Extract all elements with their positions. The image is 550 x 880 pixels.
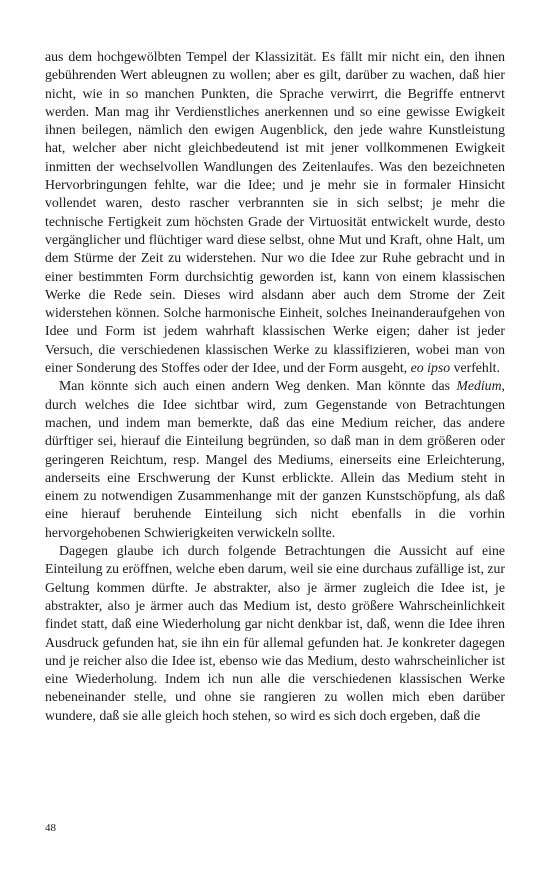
- text-run: verfehlt.: [450, 360, 500, 376]
- text-run: aus dem hochgewölbten Tempel der Klassizität. Es fällt mir nicht ein, den ihnen gebührenden Wert ableugnen zu wollen; aber es gilt, darüber zu wachen, daß hier nicht, wie in so manchen Punkten, die Sprache verwirrt, die Begriffe entnervt werden. Man mag ihr Verdienstliches anerkennen und so eine gewisse Ewigkeit ihnen beilegen, nämlich den ewigen Augenblick, den jede wahre Kunstleistung hat, welcher aber nicht gleichbedeutend ist mit jener vollkommenen Ewigkeit inmitten der wechselvollen Wandlungen des Zeitenlaufes. Was den bezeichneten Hervorbringungen fehlte, war die Idee; und je mehr sie in formaler Hinsicht vollendet waren, desto rascher verbrannten sie in sich selbst; je mehr die technische Fertigkeit zum höchsten Grade der Virtuosität entwickelt wurde, desto vergänglicher und flüchtiger ward diese selbst, ohne Mut und Kraft, ohne Halt, um dem Stürme der Zeit zu widerstehen. Nur wo die Idee zur Ruhe gebracht und in einer bestimmten Form durchsichtig geworden ist, kann von einem klassischen Werke die Rede sein. Dieses wird alsdann aber auch dem Strome der Zeit widerstehen können. Solche harmonische Einheit, solches Ineinanderaufgehen von Idee und Form ist jedem wahrhaft klassischen Werke eigen; daher ist jeder Versuch, die verschiedenen klassischen Werke zu klassifizieren, wobei man von einer Sonderung des Stoffes oder der Idee, und der Form ausgeht,: [45, 49, 505, 376]
- italic-phrase: eo ipso: [410, 360, 451, 376]
- paragraph: [45, 377, 505, 542]
- body-text: [45, 48, 505, 725]
- text-run: Dagegen glaube ich durch folgende Betrachtungen die Aussicht auf eine Einteilung zu eröffnen, welche eben darum, weil sie eine durchaus zufällige ist, zur Geltung kommen dürfte. Je abstrakter, also je ärmer zugleich die Idee ist, je abstrakter, also je ärmer auch das Medium ist, desto größere Wahrscheinlichkeit findet statt, daß eine Wiederholung gar nicht denkbar ist, daß, wenn die Idee ihren Ausdruck gefunden hat, sie ihn ein für allemal gefunden hat. Je konkreter dagegen und je reicher also die Idee ist, ebenso wie das Medium, desto wahrscheinlicher ist eine Wiederholung. Indem ich nun alle die verschiedenen klassischen Werke nebeneinander stelle, und ohne sie rangieren zu wollen mich eben darüber wundere, daß sie alle gleich hoch stehen, so wird es sich doch ergeben, daß die: [45, 543, 505, 723]
- page-number: 48: [45, 822, 56, 834]
- text-run: , durch welches die Idee sichtbar wird, zum Gegenstande von Betrachtungen machen, und indem man bemerkte, daß das eine Medium reicher, das andere dürftiger sei, hierauf die Einteilung begründen, so daß man in dem größeren oder geringeren Reichtum, resp. Mangel des Mediums, einerseits eine Erleichterung, anderseits eine Erschwerung der Kunst erblickte. Allein das Medium steht in einem zu notwendigen Zusammenhange mit der ganzen Kunstschöpfung, als daß eine hierauf beruhende Einteilung sich nicht ebenfalls in die vorhin hervorgehobenen Schwierigkeiten verwickeln sollte.: [45, 378, 505, 540]
- paragraph: [45, 542, 505, 725]
- italic-phrase: Medium: [456, 378, 502, 394]
- paragraph: [45, 48, 505, 377]
- text-run: Man könnte sich auch einen andern Weg denken. Man könnte das: [59, 378, 457, 394]
